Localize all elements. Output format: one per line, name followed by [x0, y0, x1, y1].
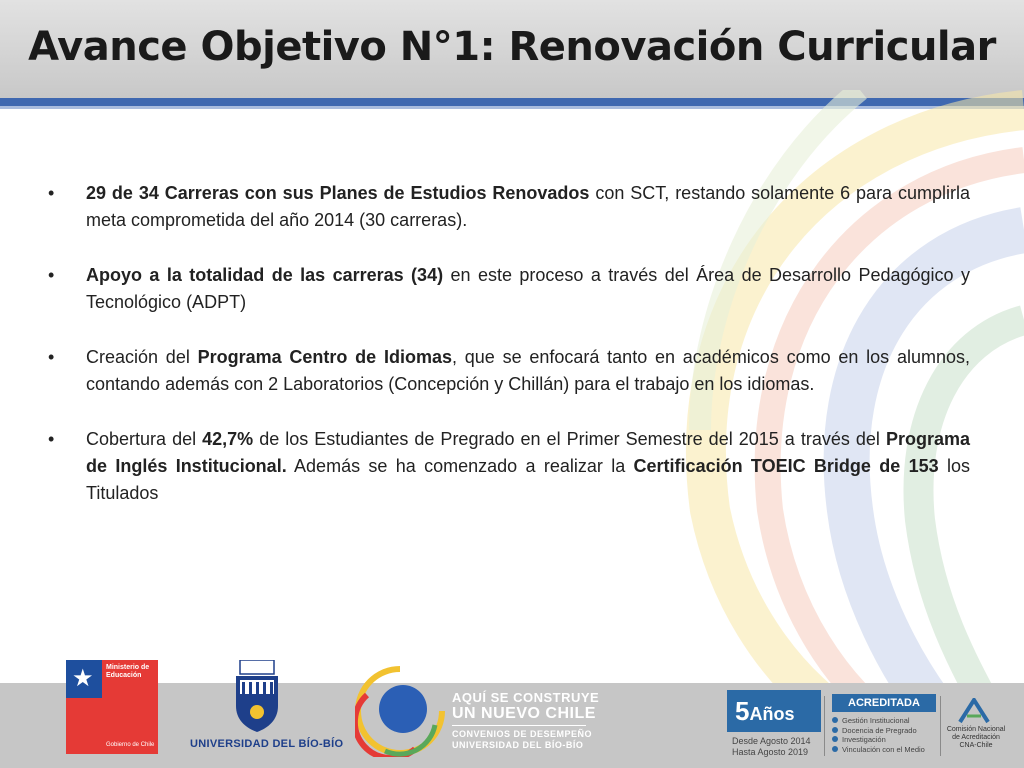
acreditada-area-item	[832, 735, 925, 745]
footer-divider	[940, 696, 941, 756]
bullet-bold-run: 42,7%	[202, 429, 254, 449]
acreditada-area-label: Vinculación con el Medio	[842, 744, 925, 754]
bullet-marker: •	[48, 347, 55, 367]
acreditada-badge: ACREDITADA	[832, 694, 936, 712]
bullet-bold-run: 29 de 34 Carreras con sus Planes de Estudios Renovados	[86, 183, 590, 203]
bullet-item	[48, 180, 970, 234]
acreditada-areas	[832, 716, 925, 754]
acreditada-area-item	[832, 716, 925, 726]
page-title: Avance Objetivo N°1: Renovación Curricular	[28, 24, 996, 70]
cna-org-line3: CNA-Chile	[959, 742, 993, 749]
aqui-line4: UNIVERSIDAD DEL BÍO-BÍO	[452, 740, 584, 750]
cna-org-line1: Comisión Nacional	[946, 726, 1006, 733]
ubb-crest-icon	[232, 660, 282, 732]
footer-divider	[824, 696, 825, 756]
cna-years-badge	[727, 690, 821, 732]
aqui-line2: UN NUEVO CHILE	[452, 705, 596, 722]
aqui-line3: CONVENIOS DE DESEMPEÑO	[452, 729, 593, 739]
bullet-list	[48, 180, 970, 535]
bullet-text-run: Cobertura del	[86, 429, 203, 449]
bullet-item	[48, 344, 970, 398]
bullet-bold-run: Programa Centro de Idiomas	[197, 347, 452, 367]
bullet-text	[86, 262, 970, 316]
bullet-text	[86, 180, 970, 234]
bullet-text-run: Creación del	[86, 347, 198, 367]
bullet-text-run: con SCT, restando solamente 6 para cumplirla meta comprometida del año 2014 (30 carreras).	[86, 183, 970, 230]
area-dot-icon	[832, 717, 838, 723]
area-dot-icon	[832, 736, 838, 742]
cna-logo-icon	[958, 698, 990, 724]
area-dot-icon	[832, 727, 838, 733]
cna-years-word: Años	[749, 704, 795, 724]
convenio-circle-logo-icon	[355, 665, 445, 757]
bullet-marker: •	[48, 265, 55, 285]
star-icon: ★	[72, 665, 94, 692]
acreditada-area-item	[832, 745, 925, 755]
bullet-marker: •	[48, 183, 55, 203]
bullet-bold-run: Programa de Inglés Institucional.	[86, 429, 970, 476]
cna-org-name	[944, 726, 1008, 750]
acreditada-area-label: Docencia de Pregrado	[842, 725, 917, 735]
bullet-bold-run: Apoyo a la totalidad de las carreras (34)	[86, 265, 444, 285]
aqui-line1: AQUÍ SE CONSTRUYE	[452, 690, 600, 705]
bullet-text	[86, 426, 970, 507]
bullet-text-run: Además se ha comenzado a realizar la	[286, 456, 634, 476]
ubb-name: UNIVERSIDAD DEL BÍO-BÍO	[190, 738, 344, 750]
gov-logo-line1: Ministerio de Educación	[106, 664, 150, 679]
bullet-bold-run: Certificación TOEIC Bridge de 153	[633, 456, 939, 476]
area-dot-icon	[832, 746, 838, 752]
gov-logo-line2: Gobierno de Chile	[106, 742, 155, 748]
bullet-text-run: los Titulados	[86, 456, 970, 503]
aqui-se-construye-logo	[452, 690, 599, 751]
cna-dates	[732, 736, 811, 758]
cna-org-line2: de Acreditación	[952, 734, 1000, 741]
acreditada-area-label: Investigación	[842, 735, 886, 744]
bullet-text-run: , que se enfocará tanto en académicos como en los alumnos, contando además con 2 Laboratorios (Concepción y Chillán) para el trabajo en los idiomas.	[86, 347, 970, 394]
cna-date-from: Desde Agosto 2014	[732, 736, 811, 746]
acreditada-area-item	[832, 726, 925, 736]
acreditada-area-label: Gestión Institucional	[842, 716, 910, 725]
bullet-item	[48, 262, 970, 316]
cna-years-num: 5	[735, 696, 750, 726]
ministerio-educacion-logo	[66, 660, 158, 754]
bullet-marker: •	[48, 429, 55, 449]
bullet-item	[48, 426, 970, 507]
bullet-text-run: en este proceso a través del Área de Desarrollo Pedagógico y Tecnológico (ADPT)	[86, 265, 970, 312]
bullet-text-run: de los Estudiantes de Pregrado en el Primer Semestre del 2015 a través del	[253, 429, 886, 449]
cna-date-to: Hasta Agosto 2019	[732, 747, 809, 757]
bullet-text	[86, 344, 970, 398]
